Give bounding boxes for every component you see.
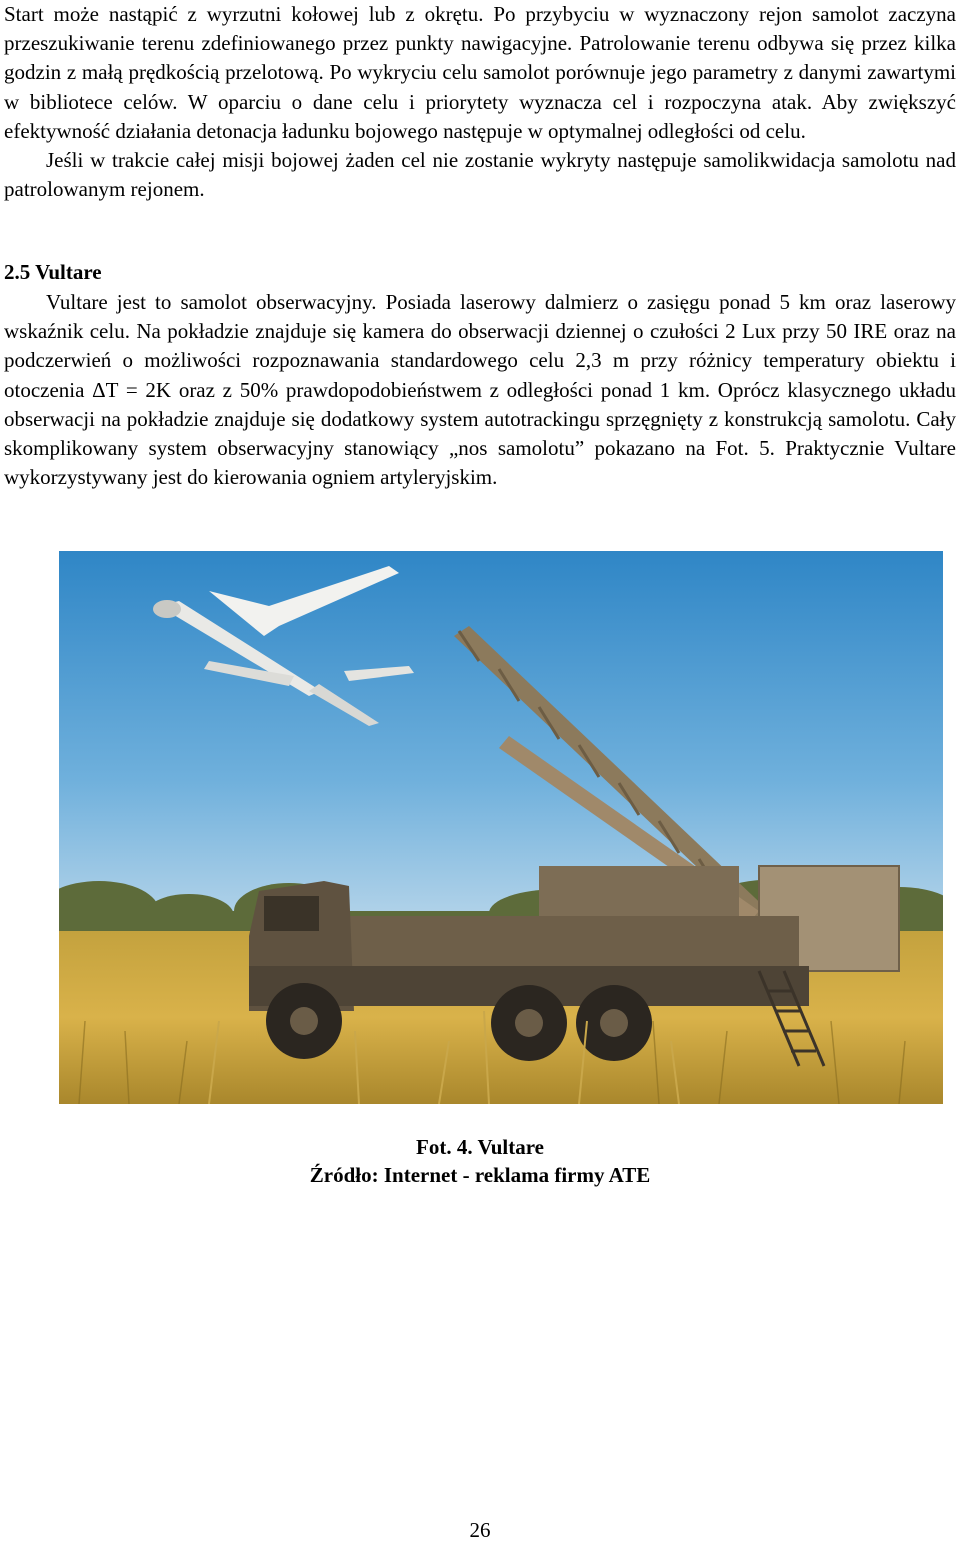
body-paragraph-launch bbox=[4, 0, 956, 204]
vultare-photo bbox=[59, 551, 943, 1104]
vultare-photo-illustration bbox=[59, 551, 943, 1104]
body-paragraph-vultare: Vultare jest to samolot obserwacyjny. Posiada laserowy dalmierz o zasięgu ponad 5 km oraz laserowy wskaźnik celu. Na pokładzie znajduje się kamera do obserwacji dziennej o czułości 2 Lux przy 50 IRE oraz na podczerwień o możliwości rozpoznawania standardowego celu 2,3 m przy różnicy temperatury obiektu i otoczenia ΔT = 2K oraz z 50% prawdopodobieństwem z odległości ponad 1 km. Oprócz klasycznego układu obserwacji na pokładzie znajduje się dodatkowy system autotrackingu sprzęgnięty z konstrukcją samolotu. Cały skomplikowany system obserwacyjny stanowiący „nos samolotu” pokazano na Fot. 5. Praktycznie Vultare wykorzystywany jest do kierowania ogniem artyleryjskim. bbox=[4, 290, 956, 490]
figure-source: Źródło: Internet - reklama firmy ATE bbox=[309, 1163, 651, 1187]
figure-caption: Fot. 4. Vultare bbox=[416, 1135, 544, 1159]
page-number: 26 bbox=[469, 1518, 491, 1542]
section-heading: 2.5 Vultare bbox=[4, 260, 102, 284]
paragraph-text-launch: Start może nastąpić z wyrzutni kołowej lub z okrętu. Po przybyciu w wyznaczony rejon samolot zaczyna przeszukiwanie terenu zdefiniowanego przez punkty nawigacyjne. Patrolowanie terenu odbywa się przez kilka godzin z małą prędkością przelotową. Po wykryciu celu samolot porównuje jego parametry z danymi zawartymi w bibliotece celów. W oparciu o dane celu i priorytety wyznacza cel i rozpoczyna atak. Aby zwiększyć efektywność działania detonacja ładunku bojowego następuje w optymalnej odległości od celu. bbox=[4, 2, 956, 143]
paragraph-text-selfdestruct: Jeśli w trakcie całej misji bojowej żaden cel nie zostanie wykryty następuje samolikwidacja samolotu nad patrolowanym rejonem. bbox=[4, 148, 956, 202]
